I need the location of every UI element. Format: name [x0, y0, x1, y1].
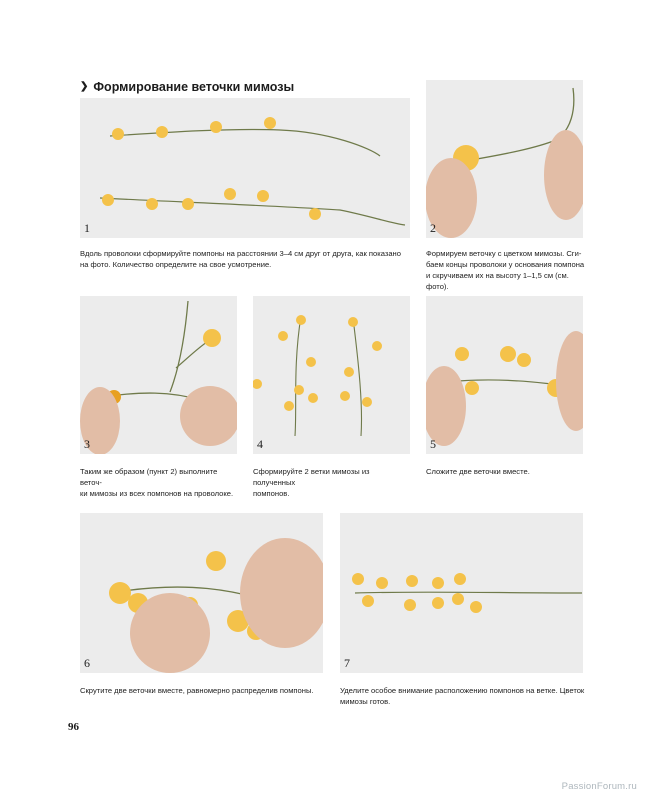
step-number: 4	[257, 437, 263, 451]
photo-step-6	[80, 513, 323, 673]
section-heading	[80, 80, 294, 94]
section-title: Формирование веточки мимозы	[93, 80, 295, 94]
photo-step-4	[253, 296, 410, 454]
photo-step-2-image	[426, 80, 583, 238]
step-number: 1	[84, 221, 90, 235]
caption-step-3: Таким же образом (пункт 2) выполните веточ- ки мимозы из всех помпонов на проволоке.	[80, 467, 234, 498]
photo-step-1	[80, 98, 410, 238]
chevron-right-icon: ❯	[80, 81, 89, 92]
step-number: 6	[84, 656, 90, 670]
caption-step-5: Сложите две веточки вместе.	[426, 467, 530, 476]
photo-step-4-image	[253, 296, 410, 454]
step-number: 7	[344, 656, 350, 670]
step-number: 5	[430, 437, 436, 451]
photo-step-5-image	[426, 296, 583, 454]
caption-step-2: Формируем веточку с цветком мимозы. Сги- баем концы проволоки у основания помпона и скручиваем их на высоту 1–1,5 см (см. фото).	[426, 249, 585, 291]
caption-step-7: Уделите особое внимание расположению помпонов на ветке. Цветок мимозы готов.	[340, 686, 585, 706]
step-number: 2	[430, 221, 436, 235]
caption-step-1: Вдоль проволоки сформируйте помпоны на расстоянии 3–4 см друг от друга, как показано на фото. Количество определите на свое усмотрение.	[80, 249, 401, 269]
page-number: 96	[68, 721, 79, 733]
caption-step-6: Скрутите две веточки вместе, равномерно распределив помпоны.	[80, 686, 314, 695]
photo-step-6-image	[80, 513, 323, 673]
caption-step-4: Сформируйте 2 ветки мимозы из полученных помпонов.	[253, 467, 370, 498]
photo-step-2	[426, 80, 583, 238]
photo-step-3-image	[80, 296, 237, 454]
photo-step-1-image	[80, 98, 410, 238]
step-number: 3	[84, 437, 90, 451]
photo-step-3	[80, 296, 237, 454]
photo-step-7-image	[340, 513, 583, 673]
photo-step-5	[426, 296, 583, 454]
photo-step-7	[340, 513, 583, 673]
watermark: PassionForum.ru	[561, 781, 637, 792]
